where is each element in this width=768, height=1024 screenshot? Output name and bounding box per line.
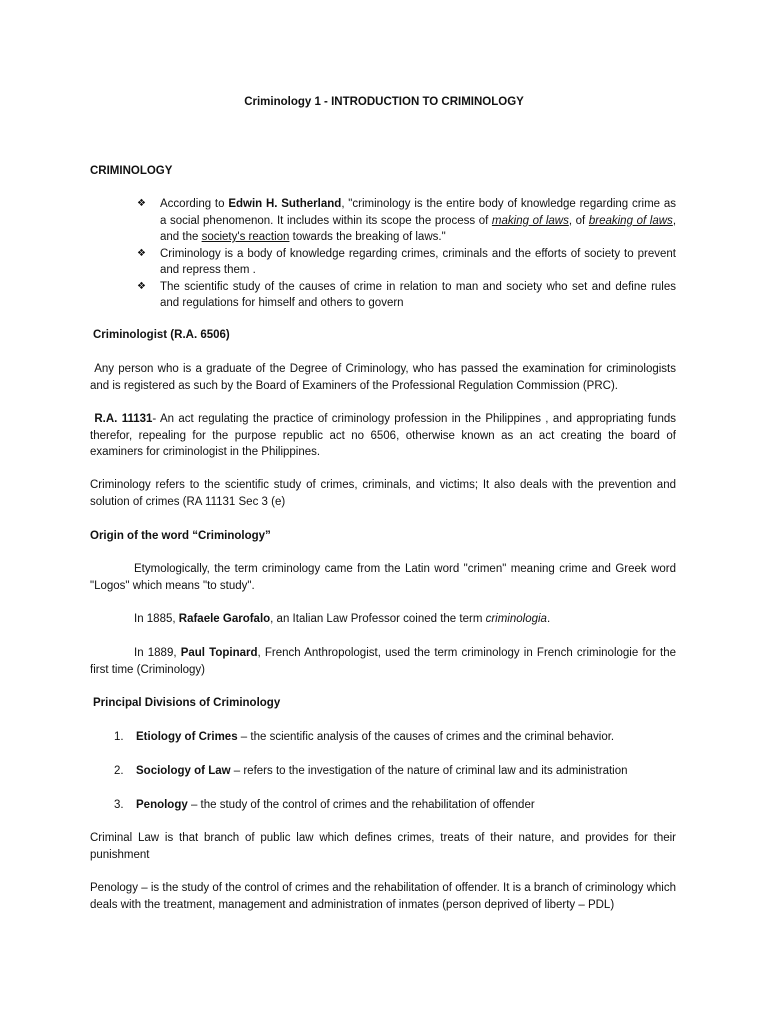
criminologist-definition: Any person who is a graduate of the Degree of Criminology, who has passed the examination for criminologists and is registered as such by the Board of Examiners of the Professional Regulation Commission (PRC). [90, 363, 676, 392]
criminology-refers-paragraph: Criminology refers to the scientific study of crimes, criminals, and victims; It also deals with the prevention and solution of crimes (RA 11131 Sec 3 (e) [90, 479, 676, 508]
bullet-item-sutherland: ❖ According to Edwin H. Sutherland, "criminology is the entire body of knowledge regarding crime as a social phenomenon. It includes within its scope the process of making of laws, of breaking of laws, and the society's reaction towards the breaking of laws." [137, 198, 677, 243]
diamond-bullet-icon: ❖ [137, 198, 146, 209]
societys-reaction: society's reaction [201, 231, 290, 243]
criminology-definitions [137, 196, 676, 312]
diamond-bullet-icon: ❖ [137, 280, 146, 292]
division-item-etiology: 1. Etiology of Crimes – the scientific analysis of the causes of crimes and the criminal behavior. [114, 731, 615, 743]
criminologia-term: criminologia [485, 613, 547, 625]
criminology-heading: CRIMINOLOGY [90, 165, 173, 177]
ra11131-paragraph: R.A. 11131- An act regulating the practice of criminology profession in the Philippines , and appropriating funds therefor, repealing for the purpose republic act no 6506, otherwise known as an act creating the board of examiners for criminologist in the Philippines. [90, 413, 676, 458]
bullet-item-body-of-knowledge: ❖ Criminology is a body of knowledge regarding crimes, criminals and the efforts of society to prevent and repress them . [137, 247, 676, 276]
garofalo-name: Rafaele Garofalo [178, 613, 271, 625]
topinard-paragraph: In 1889, Paul Topinard, French Anthropologist, used the term criminology in French criminologie for the first time (Criminology) [90, 647, 676, 676]
penology-paragraph: Penology – is the study of the control of crimes and the rehabilitation of offender. It is a branch of criminology which deals with the treatment, management and administration of inmates (person deprived of liberty – PDL) [90, 882, 676, 911]
division-item-penology: 3. Penology – the study of the control of crimes and the rehabilitation of offender [114, 799, 535, 811]
criminal-law-paragraph: Criminal Law is that branch of public law which defines crimes, treats of their nature, and provides for their punishment [90, 832, 676, 861]
ra11131-label: R.A. 11131 [94, 413, 153, 425]
sutherland-name: Edwin H. Sutherland [228, 198, 342, 210]
garofalo-paragraph: In 1885, Rafaele Garofalo, an Italian Law Professor coined the term criminologia. [134, 613, 551, 625]
divisions-heading: Principal Divisions of Criminology [93, 697, 281, 709]
criminologist-heading: Criminologist (R.A. 6506) [93, 329, 230, 341]
diamond-bullet-icon: ❖ [137, 247, 146, 259]
making-of-laws: making of laws [491, 214, 569, 227]
topinard-name: Paul Topinard [180, 647, 258, 659]
document-title: Criminology 1 - INTRODUCTION TO CRIMINOLOGY [244, 96, 524, 108]
etymology-paragraph: Etymologically, the term criminology came from the Latin word "crimen" meaning crime and Greek word "Logos" which means "to study". [90, 563, 676, 592]
breaking-of-laws: breaking of laws [588, 214, 673, 227]
origin-heading: Origin of the word “Criminology” [90, 530, 271, 542]
division-item-sociology-of-law: 2. Sociology of Law – refers to the investigation of the nature of criminal law and its administration [114, 765, 628, 777]
bullet-item-scientific-study: ❖ The scientific study of the causes of crime in relation to man and society who set and define rules and regulations for himself and others to govern [137, 280, 676, 309]
